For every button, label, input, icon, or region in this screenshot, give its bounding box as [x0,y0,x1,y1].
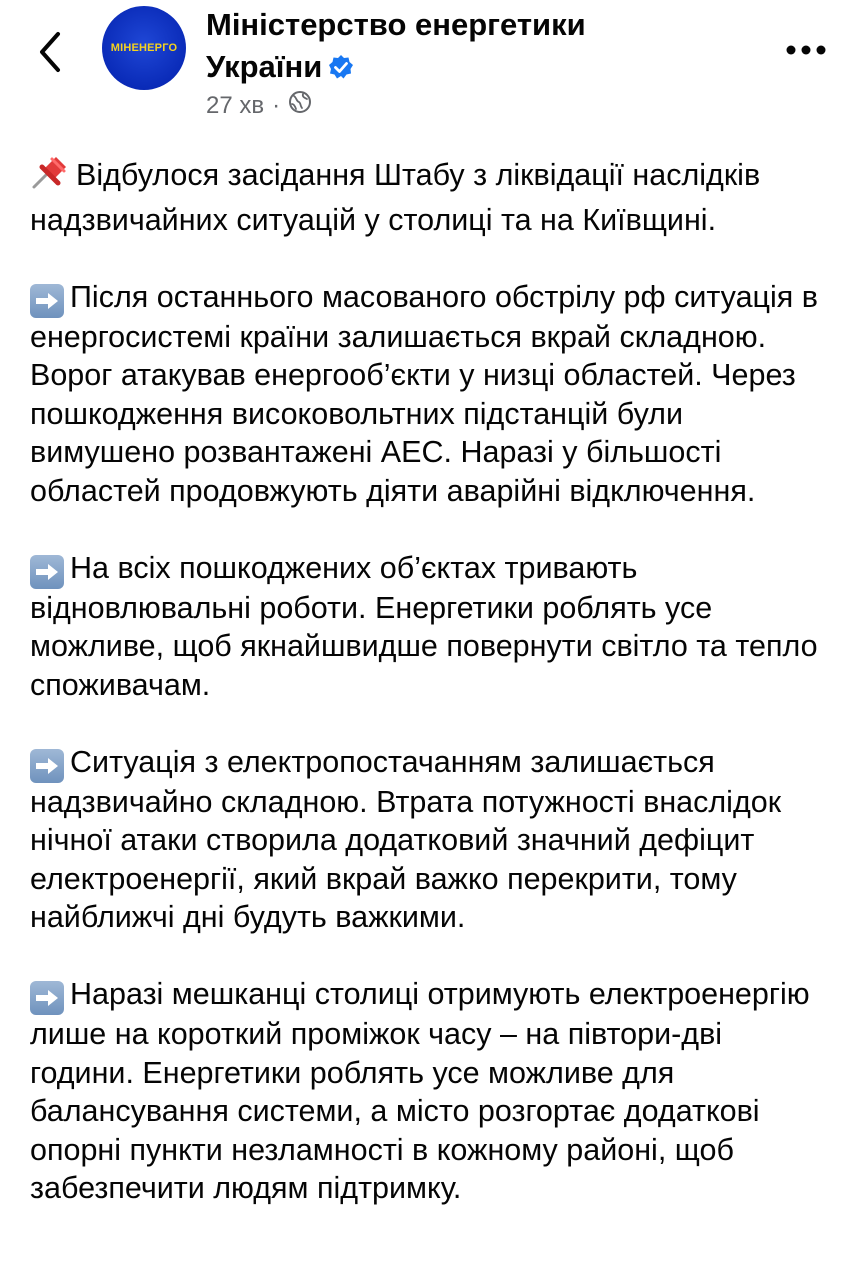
post-text-2: На всіх пошкоджених об’єктах тривають відновлювальні роботи. Енергетики роблять усе можливе, щоб якнайшвидше повернути світло та тепло споживачам. [30,550,818,702]
post-paragraph-1 [30,278,830,511]
pushpin-icon [30,153,70,201]
right-arrow-icon [30,981,64,1015]
avatar[interactable] [102,6,186,90]
post-paragraph-4 [30,975,830,1208]
post-text-4: Наразі мешканці столиці отримують електроенергію лише на короткий проміжок часу – на півтори-дві години. Енергетики роблять усе можливе для балансування системи, а місто розгортає додаткові опорні пункти незламності в кожному районі, щоб забезпечити людям підтримку. [30,977,810,1205]
right-arrow-icon [30,749,64,783]
author-name[interactable] [206,4,726,91]
post-header [0,0,856,130]
more-dots-icon [784,40,828,60]
post-paragraph-intro [30,153,830,239]
right-arrow-icon [30,284,64,318]
post-text-1: Після останнього масованого обстрілу рф ситуація в енергосистемі країни залишається вкрай складною. Ворог атакував енергооб’єкти у низці областей. Через пошкодження високовольтних підстанцій були вимушено розвантажені АЕС. Наразі у більшості областей продовжують діяти аварійні відключення. [30,279,818,508]
meta-separator: · [272,91,281,119]
more-options-button[interactable] [784,40,828,60]
author-name-line2: України [206,49,323,84]
post-body [30,153,830,1246]
avatar-logo-text: МІНЕНЕРГО [110,42,178,54]
globe-icon [288,90,312,121]
post-text-3: Ситуація з електропостачанням залишається надзвичайно складною. Втрата потужності внаслідок нічної атаки створила додатковий значний дефіцит електроенергії, який вкрай важко перекрити, тому найближчі дні будуть важкими. [30,744,782,934]
author-name-line1: Міністерство енергетики [206,7,586,42]
verified-badge-icon [328,49,354,91]
post-time[interactable]: 27 хв [206,91,265,119]
chevron-left-icon [28,26,74,78]
post-meta [206,90,312,121]
back-button[interactable] [28,26,74,78]
post-paragraph-2 [30,549,830,705]
post-paragraph-3 [30,743,830,937]
author-name-line2-wrap [206,46,726,91]
post-text-intro: Відбулося засідання Штабу з ліквідації наслідків надзвичайних ситуацій у столиці та на Київщині. [30,158,761,237]
right-arrow-icon [30,555,64,589]
